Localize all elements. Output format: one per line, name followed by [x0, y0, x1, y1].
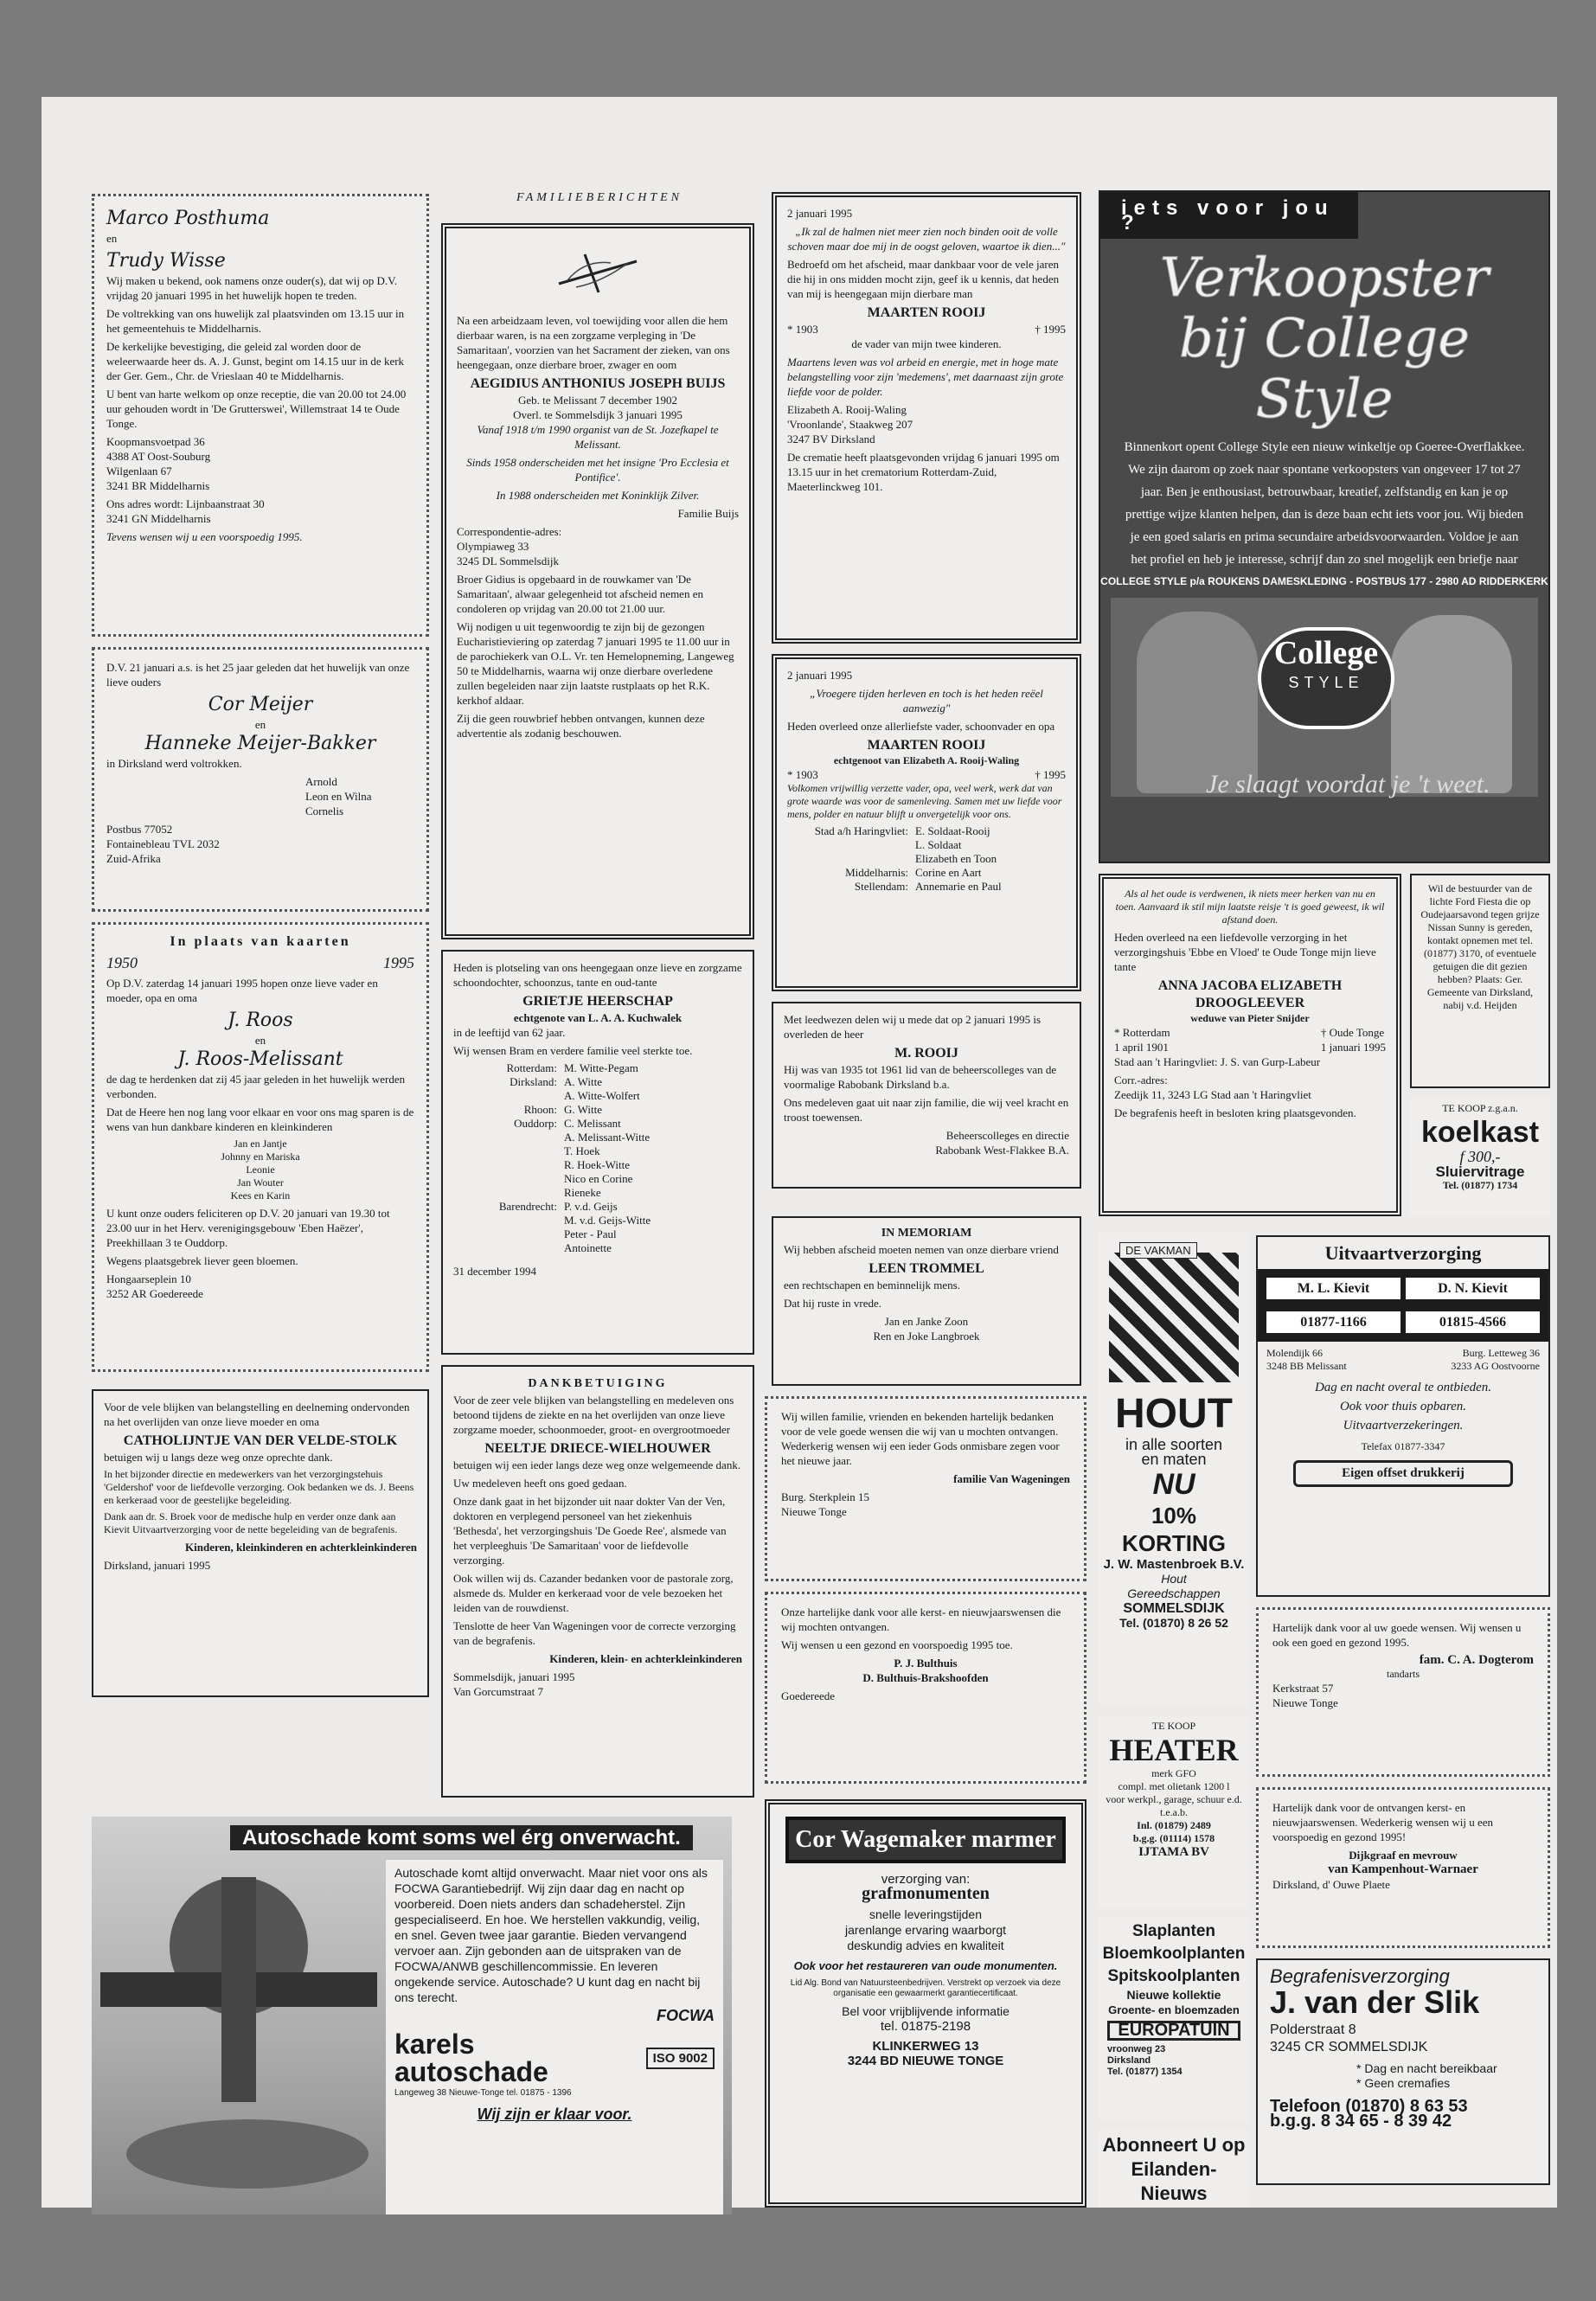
relative-place: Ouddorp: — [514, 1117, 557, 1130]
abonneert-ad — [1099, 2130, 1249, 2208]
section-title: FAMILIEBERICHTEN — [516, 191, 683, 204]
product: Bloemkoolplanten — [1102, 1945, 1246, 1963]
products: Hout Gereedschappen — [1127, 1572, 1221, 1600]
paragraph: de dag te herdenken dat zij 45 jaar geleden in het huwelijk werden verbonden. — [106, 1073, 406, 1100]
line: verzorging van: — [881, 1872, 971, 1887]
paragraph: Ons medeleven gaat uit naar zijn familie, die wij veel kracht en troost toewensen. — [784, 1096, 1069, 1124]
ad-title: IN MEMORIAM — [881, 1227, 972, 1240]
relative-name: Corine en Aart — [915, 866, 982, 879]
signature: van Kampenhout-Warnaer — [1328, 1862, 1478, 1876]
phone: Tel. (01870) 8 26 52 — [1119, 1616, 1228, 1630]
intro: Na een arbeidzaam leven, vol toewijding voor allen die hem dierbaar waren, is na een zorgzame verpleging in 'De Samaritaan', voorzien van het Sacrament der zieken, van ons heengegaan, onze dierbare broer, zwager en oom — [457, 314, 730, 371]
birth-year: * 1903 — [787, 768, 818, 781]
van-der-slik-ad — [1256, 1958, 1550, 2185]
paragraph: Dat hij ruste in vrede. — [784, 1297, 881, 1310]
paragraph: Ook willen wij ds. Cazander bedanken voor de pastorale zorg, alsmede ds. Mulder en kerkeraad voor de vele bezoeken het leiden van de rouwdienst. — [453, 1572, 734, 1614]
footer-slogan: Wij zijn er klaar voor. — [477, 2106, 632, 2123]
spouse: weduwe van Pieter Snijder — [1190, 1012, 1310, 1024]
relative-name: M. Witte-Pegam — [564, 1061, 638, 1074]
job-description: Binnenkort opent College Style een nieuw winkeltje op Goeree-Overflakkee. We zijn daarom op zoek naar spontane verkoopsters van ongeveer 17 tot 27 jaar. Ben je enthousiast, betrouwbaar, kreatief, zelfstandig en kan je op prettige wijze klanten helpen, dan is deze baan echt iets voor jou. Wij bieden je een goed salaris en prima secundaire arbeidsvoorwaarden. Voldoe je aan het profiel en heb je interesse, schrijf dan zo snel mogelijk een briefje naar — [1124, 440, 1525, 567]
paragraph: Tenslotte de heer Van Wageningen voor de correcte verzorging van de begrafenis. — [453, 1619, 736, 1647]
hout-title: HOUT — [1115, 1391, 1233, 1437]
phone-right: 01815-4566 — [1406, 1311, 1540, 1333]
paragraph: Met leedwezen delen wij u mede dat op 2 januari 1995 is overleden de heer — [784, 1013, 1042, 1041]
wish: Wij wensen u een gezond en voorspoedig 1995 toe. — [781, 1638, 1013, 1651]
line: Nieuwe kollektie — [1126, 1988, 1221, 2002]
place-date: Sommelsdijk, januari 1995 Van Gorcumstraat 7 — [453, 1670, 575, 1698]
relative-place: Middelharnis: — [845, 866, 908, 879]
company: IJTAMA BV — [1138, 1845, 1209, 1859]
paragraph: De kerkelijke bevestiging, die geleid zal worden door de weleerwaarde heer ds. A. J. Gunst, begint om 14.15 uur in de kerk der Ger. Gem., Chr. de Vrieslaan 40 te Middelharnis. — [106, 340, 405, 382]
relative-place: Dirksland: — [510, 1075, 557, 1088]
wife-name: J. Roos-Melissant — [177, 1048, 343, 1070]
relative-name: Nico en Corine — [564, 1172, 633, 1185]
tribute: Volkomen vrijwillig verzette vader, opa, veel werk, werk dat van grote waarde was voor de samenleving. Samen met uw liefde voor mens, polder en natuur blijft u onvergetelijk voor ons. — [787, 782, 1062, 820]
year-from: 1950 — [106, 954, 138, 971]
bullet: * Dag en nacht bereikbaar — [1356, 2061, 1497, 2075]
slogan: Je slaagt voordat je 't weet. — [1206, 770, 1490, 798]
paragraph: U kunt onze ouders feliciteren op D.V. 20 januari van 19.30 tot 23.00 uur in het Herv. verenigingsgebouw 'Eben Haëzer', Preekhillaan 3 te Ouddorp. — [106, 1207, 390, 1249]
brand-name: karels autoschade — [394, 2029, 548, 2087]
brand-row — [394, 2030, 715, 2086]
slogan: Dag en nacht overal te ontbieden. Ook voor thuis opbaren. Uitvaartverzekeringen. — [1314, 1381, 1492, 1433]
and-word: en — [254, 718, 266, 731]
paragraph: Dank aan dr. S. Broek voor de medische hulp en verder onze dank aan Kievit Uitvaartverzorging voor de nette begeleiding van de begrafenis. — [104, 1510, 398, 1535]
address-block: Koopmansvoetpad 36 4388 AT Oost-Souburg Wilgenlaan 67 3241 BR Middelharnis — [106, 435, 211, 492]
city: SOMMELSDIJK — [1123, 1601, 1225, 1616]
spouse: echtgenote van L. A. A. Kuchwalek — [513, 1011, 683, 1024]
family-list — [453, 1061, 742, 1255]
address: Postbus 77052 Fontainebleau TVL 2032 Zuid-Afrika — [106, 823, 220, 865]
year-range — [106, 956, 414, 971]
names — [1266, 1278, 1540, 1299]
relative-place — [453, 1089, 557, 1103]
body-text: Autoschade komt altijd onverwacht. Maar niet voor ons als FOCWA Garantiebedrijf. Wij zijn daar dag en nacht op voorbereid. Doen niets anders dan schadeherstel. Zijn gespecialiseerd. En hoe. We herstellen vakkundig, veilig, en snel. Geven twee jaar garantie. Bieden vervangend vervoer aan. Zijn gebonden aan de uitspraken van de FOCWA/ANWB geschillencommissie. En leveren ongekende service. Autoschade? U kunt dag en nacht bij ons terecht. — [394, 1866, 708, 2004]
intro: Voor de zeer vele blijken van belangstelling en medeleven ons betoond tijdens de ziekte en na het overlijden van onze lieve zorgzame moeder, schoonmoeder, groot- en overgrootmoeder — [453, 1394, 734, 1436]
mastenbroek-hout-ad — [1099, 1232, 1249, 1706]
death-year: † 1995 — [1035, 323, 1066, 336]
description: merk GFO compl. met olietank 1200 l voor werkpl., garage, schuur e.d. t.e.a.b. — [1106, 1767, 1242, 1818]
phone: Telefoon (01870) 8 63 53 — [1270, 2097, 1468, 2116]
address: Hongaarseplein 10 3252 AR Goedereede — [106, 1272, 203, 1300]
drukkerij: Eigen offset drukkerij — [1293, 1460, 1513, 1487]
phones — [1266, 1311, 1540, 1333]
paragraph: Onze hartelijke dank voor alle kerst- en nieuwjaarswensen die wij mochten ontvangen. — [781, 1606, 1061, 1633]
signature: familie Van Wageningen — [953, 1472, 1070, 1485]
nu-label: NU — [1152, 1468, 1195, 1501]
paragraph: Dat de Heere hen nog lang voor elkaar en voor ons mag sparen is de wens van hun dankbare kinderen en kleinkinderen — [106, 1106, 414, 1133]
company-name: J. W. Mastenbroek B.V. — [1103, 1557, 1245, 1572]
deceased-name: M. ROOIJ — [894, 1046, 958, 1061]
signature: Jan en Janke Zoon Ren en Joke Langbroek — [873, 1315, 980, 1343]
product: Slaplanten — [1131, 1922, 1216, 1940]
name-left: M. L. Kievit — [1266, 1278, 1401, 1299]
for-sale: TE KOOP z.g.a.n. — [1442, 1102, 1518, 1114]
relative-place — [453, 1227, 557, 1241]
intro: D.V. 21 januari a.s. is het 25 jaar geleden dat het huwelijk van onze lieve ouders — [106, 661, 410, 689]
paragraph: In het bijzonder directie en medewerkers van het verzorgingstehuis 'Geldershof' voor de liefdevolle verzorging. Ook bedanken we ds. J. Beens en kerkeraad voor de geestelijke begeleiding. — [104, 1468, 414, 1506]
bullet: * Geen cremafies — [1356, 2076, 1451, 2090]
relative-place — [453, 1186, 557, 1200]
price: f 300,- — [1459, 1148, 1501, 1165]
intro: Voor de vele blijken van belangstelling en deelneming ondervonden na het overlijden van onze lieve moeder en oma — [104, 1400, 410, 1428]
person-right — [1391, 615, 1512, 793]
features: snelle leveringstijden jarenlange ervaring waarborgt deskundig advies en kwaliteit — [845, 1907, 1006, 1952]
focwa-logo: FOCWA — [657, 2007, 715, 2024]
korting: 10% KORTING — [1122, 1503, 1226, 1556]
life-dates — [787, 322, 1066, 336]
section-header — [448, 190, 751, 213]
line: Groente- en bloemzaden — [1108, 2003, 1240, 2016]
relative-place: Rhoon: — [523, 1103, 557, 1116]
paragraph: Hij was van 1935 tot 1961 lid van de beheerscolleges van de voormalige Rabobank Dirksland b.a. — [784, 1063, 1057, 1091]
phone: Inl. (01879) 2489 b.g.g. (01114) 1578 — [1132, 1819, 1215, 1844]
dogterom-thanks-ad — [1256, 1607, 1550, 1777]
relative-place — [787, 852, 908, 866]
marco-wedding-ad — [92, 194, 429, 637]
brand-logo: EUROPATUIN — [1107, 2021, 1240, 2041]
paragraph: De begrafenis heeft in besloten kring plaatsgevonden. — [1114, 1106, 1356, 1119]
ford-fiesta-ad — [1410, 874, 1550, 1088]
spouse: echtgenoot van Elizabeth A. Rooij-Waling — [833, 754, 1020, 766]
relative-place: Stellendam: — [854, 880, 908, 893]
quote: „Ik zal de halmen niet meer zien noch binden ooit de volle schoven maar doe mij in de oogst geloven, waartoe ik dien..." — [787, 225, 1066, 253]
relative-name: A. Witte — [564, 1075, 603, 1088]
signature: Kinderen, kleinkinderen en achterkleinkinderen — [185, 1541, 417, 1554]
new-address: Ons adres wordt: Lijnbaanstraat 30 3241 GN Middelharnis — [106, 497, 265, 525]
correspondence-address: Corr.-adres: Zeedijk 11, 3243 LG Stad aan 't Haringvliet — [1114, 1074, 1311, 1101]
wageningen-thanks-ad — [765, 1396, 1086, 1581]
address: Burg. Sterkplein 15 Nieuwe Tonge — [781, 1490, 869, 1518]
life-dates — [1114, 1025, 1386, 1054]
relative-name: G. Witte — [564, 1103, 603, 1116]
place: Dirksland, d' Ouwe Plaete — [1272, 1878, 1390, 1891]
college-photo — [1111, 598, 1538, 797]
quote: „Vroegere tijden herleven en toch is het heden reëel aanwezig" — [810, 687, 1043, 715]
item: koelkast — [1420, 1116, 1540, 1149]
relative-name: T. Hoek — [564, 1144, 600, 1157]
membership: Lid Alg. Bond van Natuursteenbedrijven. Verstrekt op verzoek via deze organisatie een gewaarmerkt garantiecertificaat. — [790, 1978, 1061, 1998]
karels-autoschade-ad — [92, 1817, 732, 2214]
extra-item: Sluiervitrage — [1435, 1163, 1525, 1180]
signature: Kinderen, klein- en achterkleinkinderen — [549, 1652, 742, 1665]
paragraph: Hartelijk dank voor de ontvangen kerst- en nieuwjaarswensen. Wederkerig wensen wij u een voorspoedig en gezond 1995! — [1272, 1801, 1494, 1843]
profession: tandarts — [1387, 1668, 1420, 1680]
ad-title: DANKBETUIGING — [528, 1377, 668, 1390]
paragraph: U bent van harte welkom op onze receptie, die van 20.00 tot 24.00 uur gehouden wordt in 'De Grutterswei', Willemstraat 14 te Oude Tonge. — [106, 388, 407, 430]
bride-name: Trudy Wisse — [106, 250, 226, 272]
logo-sub: STYLE — [1288, 674, 1364, 691]
paragraph: betuigen wij een ieder langs deze weg onze welgemeende dank. — [453, 1458, 741, 1471]
deceased-name: MAARTEN ROOIJ — [867, 738, 986, 753]
relative-place — [453, 1214, 557, 1227]
service: grafmonumenten — [862, 1884, 990, 1903]
wish: Wij wensen Bram en verdere familie veel sterkte toe. — [453, 1044, 693, 1057]
koelkast-ad — [1410, 1097, 1550, 1216]
paragraph: Wij hebben afscheid moeten nemen van onze dierbare vriend — [784, 1243, 1059, 1256]
paragraph: Onze dank gaat in het bijzonder uit naar dokter Van der Ven, doktoren en verplegend personeel van het ziekenhuis 'Bethesda', het verzorgingshuis 'De Goede Ree', alsmede van het verpleeghuis 'De Samaritaan' voor de liefdevolle verzorging. — [453, 1495, 727, 1567]
name-right: D. N. Kievit — [1406, 1278, 1540, 1299]
date: 2 januari 1995 — [787, 669, 853, 682]
wife-name: Hanneke Meijer-Bakker — [144, 733, 376, 754]
address: vroonweg 23 Dirksland Tel. (01877) 1354 — [1107, 2044, 1183, 2077]
rabobank-notice-ad — [772, 1002, 1081, 1189]
paragraph: Heden overleed onze allerliefste vader, schoonvader en opa — [787, 720, 1055, 733]
phone: Tel. (01877) 1734 — [1442, 1179, 1518, 1191]
person-left — [1137, 612, 1258, 793]
date: 2 januari 1995 — [787, 207, 853, 220]
relative-place — [453, 1241, 557, 1255]
relative-name: Antoinette — [564, 1241, 612, 1254]
signature: P. J. Bulthuis D. Bulthuis-Brakshoofden — [862, 1657, 989, 1684]
deceased-name: NEELTJE DRIECE-WIELHOUWER — [484, 1441, 711, 1456]
paragraph: Broer Gidius is opgebaard in de rouwkamer van 'De Samaritaan', alwaar gelegenheid tot afscheid nemen en condoleren op vrijdag van 20.00 tot 21.00 uur. — [457, 573, 703, 615]
roos-anniversary-ad — [92, 922, 429, 1372]
vakman-label: DE VAKMAN — [1119, 1242, 1197, 1259]
place: Goedereede — [781, 1689, 836, 1702]
birth: Geb. te Melissant 7 december 1902 — [517, 394, 678, 407]
birth: * Rotterdam 1 april 1901 — [1114, 1026, 1170, 1054]
meijer-anniversary-ad — [92, 647, 429, 912]
line: Abonneert U op — [1102, 2134, 1246, 2156]
company-title: Cor Wagemaker marmer — [785, 1817, 1066, 1863]
age: in de leeftijd van 62 jaar. — [453, 1026, 566, 1039]
relative-place: Barendrecht: — [498, 1200, 557, 1213]
phone-left: 01877-1166 — [1266, 1311, 1401, 1333]
europatuin-ad — [1099, 1917, 1249, 2121]
deceased-name: MAARTEN ROOIJ — [867, 305, 986, 320]
children: Arnold Leon en Wilna Cornelis — [305, 775, 372, 817]
intro: Op D.V. zaterdag 14 januari 1995 hopen onze lieve vader en moeder, opa en oma — [106, 977, 378, 1004]
airplane-icon — [92, 1843, 403, 2206]
paragraph: De voltrekking van ons huwelijk zal plaatsvinden om 13.15 uur in het gemeentehuis te Middelharnis. — [106, 307, 405, 335]
relative-place: Rotterdam: — [506, 1061, 557, 1074]
paragraph: een rechtschapen en beminnelijk mens. — [784, 1279, 960, 1292]
correspondence-address: Correspondentie-adres: Olympiaweg 33 3245 DL Sommelsdijk — [457, 525, 562, 567]
relative-place: Stad a/h Haringvliet: — [814, 824, 908, 837]
quote: Als al het oude is verdwenen, ik niets meer herken van nu en toen. Aanvaard ik stil mijn laatste reisje 't is goed geweest, ik wil afstand doen. — [1115, 888, 1385, 926]
name-row — [1258, 1269, 1548, 1342]
title-line: Dijkgraaf en mevrouw — [1349, 1849, 1458, 1862]
relative-place — [453, 1172, 557, 1186]
kievit-uitvaart-ad — [1256, 1235, 1550, 1597]
groom-name: Marco Posthuma — [106, 208, 270, 229]
death-year: † 1995 — [1035, 768, 1066, 781]
headline: Autoschade komt soms wel érg onverwacht. — [230, 1825, 693, 1850]
relative-name: A. Witte-Wolfert — [564, 1089, 640, 1102]
tribute: Maartens leven was vol arbeid en energie, met in hoge mate belangstelling voor zijn 'medemens', met daarnaast zijn grote liefde voor de polder. — [787, 356, 1064, 398]
paragraph: betuigen wij u langs deze weg onze oprechte dank. — [104, 1451, 333, 1464]
rooij-obituary-ad-1 — [772, 192, 1081, 644]
address: Kerkstraat 57 Nieuwe Tonge — [1272, 1682, 1338, 1709]
college-logo — [1258, 627, 1394, 729]
note: Sinds 1958 onderscheiden met het insigne 'Pro Ecclesia et Pontifice'. — [466, 456, 729, 484]
ad-title: In plaats van kaarten — [170, 934, 351, 949]
signature: Beheerscolleges en directie Rabobank West-Flakkee B.A. — [935, 1129, 1069, 1157]
line: in alle soorten — [1125, 1436, 1223, 1453]
heater-ad — [1099, 1716, 1249, 1908]
relative-name: A. Melissant-Witte — [564, 1131, 651, 1144]
droogleever-obituary-ad — [1099, 874, 1401, 1216]
text-panel — [386, 1860, 723, 2214]
phone-alt: b.g.g. 8 34 65 - 8 39 42 — [1270, 2112, 1452, 2131]
place: in Dirksland werd voltrokken. — [106, 757, 242, 770]
witness-request: Wil de bestuurder van de lichte Ford Fiesta die op Oudejaarsavond tegen grijze Nissan Sunny is gereden, kontakt opnemen met tel. (01877) 3170, of eventuele getuigen die dit gezien hebben? Plaats: Ger. Gemeente van Dirksland, nabij v.d. Heijden — [1420, 882, 1540, 1011]
product: Spitskoolplanten — [1107, 1967, 1240, 1985]
address: Polderstraat 8 3245 CR SOMMELSDIJK — [1270, 2022, 1428, 2054]
deceased-name: AEGIDIUS ANTHONIUS JOSEPH BUIJS — [470, 376, 726, 391]
banner: iets voor jou ? — [1100, 192, 1358, 239]
paragraph: Hartelijk dank voor al uw goede wensen. Wij wensen u ook een goed en gezond 1995. — [1272, 1621, 1522, 1649]
intro: Heden is plotseling van ons heengegaan onze lieve en zorgzame schoondochter, schoonzus, tante en oud-tante — [453, 961, 742, 989]
college-style-job-ad — [1099, 190, 1550, 863]
in-memoriam-ad — [772, 1216, 1081, 1386]
buijs-obituary-ad — [441, 223, 754, 939]
paragraph: Zij die geen rouwbrief hebben ontvangen, kunnen deze advertentie als zodanig beschouwen. — [457, 712, 705, 740]
logo-word: College — [1273, 635, 1379, 671]
wagemaker-marmer-ad — [765, 1799, 1086, 2208]
relative-name: P. v.d. Geijs — [564, 1200, 618, 1213]
relative-name: Rieneke — [564, 1186, 601, 1199]
restoration: Ook voor het restaureren van oude monumenten. — [793, 1959, 1058, 1972]
signature: fam. C. A. Dogterom — [1419, 1653, 1534, 1667]
relative-name: Annemarie en Paul — [915, 880, 1002, 893]
addresses — [1258, 1342, 1548, 1378]
relative-name: C. Melissant — [564, 1117, 621, 1130]
paragraph: Wij nodigen u uit tegenwoordig te zijn bij de gezongen Eucharistieviering op zaterdag 7 januari 1995 te 11.00 uur in de parochiekerk van O.L. Vr. ten Hemelopneming, Langeweg 50 te Middelharnis, waarna wij onze dierbare overledene zullen begeleiden naar zijn laatste rustplaats op het R.K. kerkhof aldaar. — [457, 620, 734, 707]
cross-icon — [457, 242, 739, 306]
relative-name: M. v.d. Geijs-Witte — [564, 1214, 651, 1227]
paragraph: Bedroefd om het afscheid, maar dankbaar voor de vele jaren die hij in ons midden mocht zijn, geef ik u kennis, dat heden van mij is heengegaan mijn dierbare man — [787, 258, 1060, 300]
paragraph: Uw medeleven heeft ons goed gedaan. — [453, 1477, 627, 1490]
relative-place — [453, 1131, 557, 1144]
iso-badge: ISO 9002 — [646, 2048, 715, 2069]
for-sale: TE KOOP — [1151, 1720, 1196, 1732]
relative-place — [453, 1144, 557, 1158]
driece-thanks-ad — [441, 1365, 754, 1798]
relative-name: E. Soldaat-Rooij — [915, 824, 990, 837]
address-right: Burg. Letteweg 36 3233 AG Oostvoorne — [1451, 1347, 1540, 1372]
note: In 1988 onderscheiden met Koninklijk Zilver. — [496, 489, 700, 502]
husband-name: J. Roos — [228, 1009, 293, 1031]
and-word: en — [106, 232, 118, 245]
ad-title: Begrafenisverzorging — [1270, 1965, 1450, 1987]
place: Stad aan 't Haringvliet: J. S. van Gurp-Labeur — [1114, 1055, 1321, 1068]
rooij-obituary-ad-2 — [772, 654, 1081, 991]
family-list — [787, 824, 1066, 894]
fax: Telefax 01877-3347 — [1361, 1440, 1445, 1452]
address: Elizabeth A. Rooij-Waling 'Vroonlande', Staakweg 207 3247 BV Dirksland — [787, 403, 913, 445]
newspaper-page — [42, 97, 1557, 2208]
year-to: 1995 — [383, 954, 414, 971]
birth-year: * 1903 — [787, 323, 818, 336]
phone: tel. 01875-2198 — [880, 2019, 971, 2034]
closing-wish: Tevens wensen wij u een voorspoedig 1995. — [106, 530, 303, 543]
relative-name: R. Hoek-Witte — [564, 1158, 631, 1171]
wood-stack-icon — [1102, 1235, 1246, 1391]
death: Overl. te Sommelsdijk 3 januari 1995 — [513, 408, 683, 421]
paragraph: Wij willen familie, vrienden en bekenden hartelijk bedanken voor de vele goede wensen die wij van u mochten ontvangen. Wederkerig wensen wij een ieder Gods onmisbare zegen voor het nieuwe jaar. — [781, 1410, 1060, 1467]
paper-name: Eilanden-Nieuws — [1131, 2158, 1217, 2204]
contact-address: COLLEGE STYLE p/a ROUKENS DAMESKLEDING - POSTBUS 177 - 2980 AD RIDDERKERK — [1100, 575, 1548, 587]
note: Vanaf 1918 t/m 1990 organist van de St. Jozefkapel te Melissant. — [477, 423, 719, 451]
date: 31 december 1994 — [453, 1265, 537, 1278]
place-date: Dirksland, januari 1995 — [104, 1559, 211, 1572]
line: en maten — [1141, 1451, 1207, 1468]
wood-planks — [1109, 1253, 1239, 1382]
deceased-name: GRIETJE HEERSCHAP — [522, 994, 673, 1009]
ad-title: Uitvaartverzorging — [1324, 1242, 1482, 1264]
paragraph: Heden overleed na een liefdevolle verzorging in het verzorgingshuis 'Ebbe en Vloed' te Oude Tonge mijn lieve tante — [1114, 931, 1376, 973]
bulthuis-thanks-ad — [765, 1592, 1086, 1784]
relative-place — [787, 838, 908, 852]
velde-thanks-ad — [92, 1389, 429, 1697]
paragraph: Wegens plaatsgebrek liever geen bloemen. — [106, 1254, 298, 1267]
paragraph: Wij maken u bekend, ook namens onze ouder(s), dat wij op D.V. vrijdag 20 januari 1995 in het huwelijk hopen te treden. — [106, 274, 398, 302]
deceased-name: CATHOLIJNTJE VAN DER VELDE-STOLK — [123, 1433, 398, 1448]
life-dates — [787, 767, 1066, 782]
address-left: Molendijk 66 3248 BB Melissant — [1266, 1347, 1347, 1372]
husband-name: Cor Meijer — [208, 694, 313, 715]
relative-name: L. Soldaat — [915, 838, 962, 851]
call-to-action: Bel voor vrijblijvende informatie — [842, 2004, 1010, 2018]
address: KLINKERWEG 13 3244 BD NIEUWE TONGE — [847, 2039, 1004, 2068]
headline: Verkoopster bij College Style — [1159, 246, 1490, 430]
family-sign: Familie Buijs — [677, 507, 739, 520]
role: de vader van mijn twee kinderen. — [851, 337, 1002, 350]
family-list: Jan en Jantje Johnny en Mariska Leonie Jan Wouter Kees en Karin — [221, 1138, 300, 1202]
paragraph: De crematie heeft plaatsgevonden vrijdag 6 januari 1995 om 13.15 uur in het crematorium Rotterdam-Zuid, Maeterlinckweg 101. — [787, 451, 1060, 493]
relative-name: Elizabeth en Toon — [915, 852, 997, 865]
warnaer-thanks-ad — [1256, 1787, 1550, 1948]
deceased-name: ANNA JACOBA ELIZABETH DROOGLEEVER — [1157, 978, 1343, 1010]
heerschap-obituary-ad — [441, 950, 754, 1355]
and-word: en — [254, 1034, 266, 1047]
company-name: J. van der Slik — [1270, 1984, 1480, 2020]
deceased-name: LEEN TROMMEL — [869, 1261, 984, 1276]
address-small: Langeweg 38 Nieuwe-Tonge tel. 01875 - 1396 — [394, 2088, 572, 2098]
death: † Oude Tonge 1 januari 1995 — [1320, 1026, 1386, 1054]
relative-name: Peter - Paul — [564, 1227, 617, 1240]
item: HEATER — [1109, 1733, 1239, 1767]
relative-place — [453, 1158, 557, 1172]
